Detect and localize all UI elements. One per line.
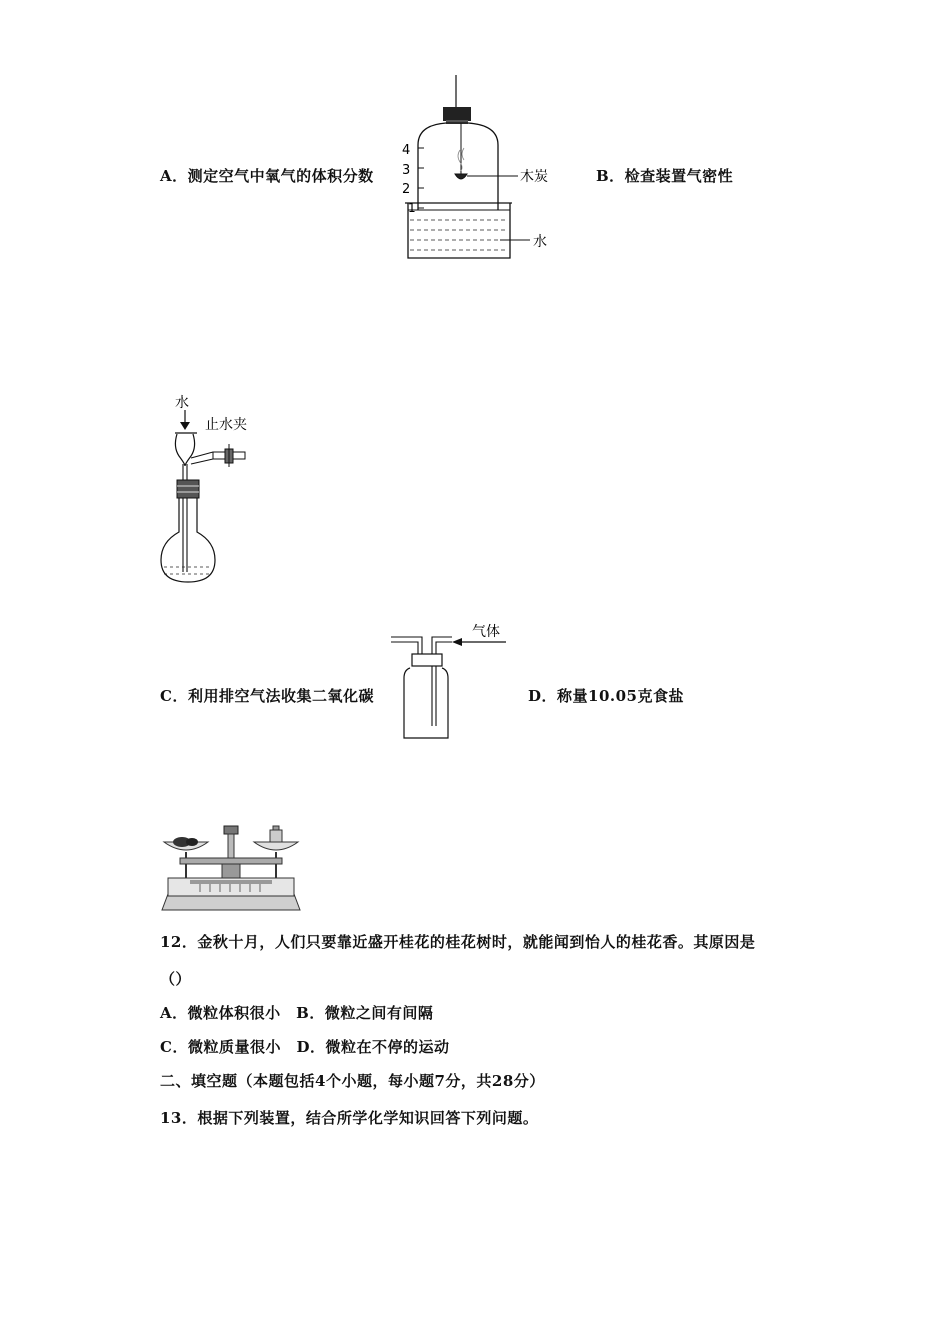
question-12-options-row1: A．微粒体积很小 B．微粒之间有间隔 <box>160 1004 434 1022</box>
label-charcoal: 木炭 <box>520 169 548 185</box>
label-water-a: 水 <box>533 234 547 250</box>
label-water-b: 水 <box>175 395 189 411</box>
figure-c-gas-collection-bottle <box>388 618 528 743</box>
question-12-options-row2: C．微粒质量很小 D．微粒在不停的运动 <box>160 1038 450 1056</box>
figure-b-airtightness-apparatus <box>155 392 285 592</box>
section-2-heading: 二、填空题（本题包括4个小题，每小题7分，共28分） <box>160 1072 545 1090</box>
scale-mark-4: 4 <box>402 143 411 158</box>
scale-mark-3: 3 <box>402 163 411 178</box>
figure-d-balance <box>160 820 305 915</box>
question-12-stem: 12．金秋十月，人们只要靠近盛开桂花的桂花树时，就能闻到怡人的桂花香。其原因是 <box>160 933 756 951</box>
option-a-text: A．测定空气中氧气的体积分数 <box>160 167 374 185</box>
label-clamp: 止水夹 <box>205 417 247 433</box>
option-c-text: C．利用排空气法收集二氧化碳 <box>160 687 374 705</box>
label-gas: 气体 <box>472 624 500 640</box>
question-13-stem: 13．根据下列装置，结合所学化学知识回答下列问题。 <box>160 1109 539 1127</box>
scale-mark-2: 2 <box>402 182 411 197</box>
question-12-blank: （） <box>160 970 192 988</box>
figure-a-oxygen-apparatus <box>400 70 560 270</box>
option-d-text: D．称量10.05克食盐 <box>528 687 684 705</box>
scale-mark-1: 1 <box>408 201 416 215</box>
option-b-text: B．检查装置气密性 <box>596 167 734 185</box>
